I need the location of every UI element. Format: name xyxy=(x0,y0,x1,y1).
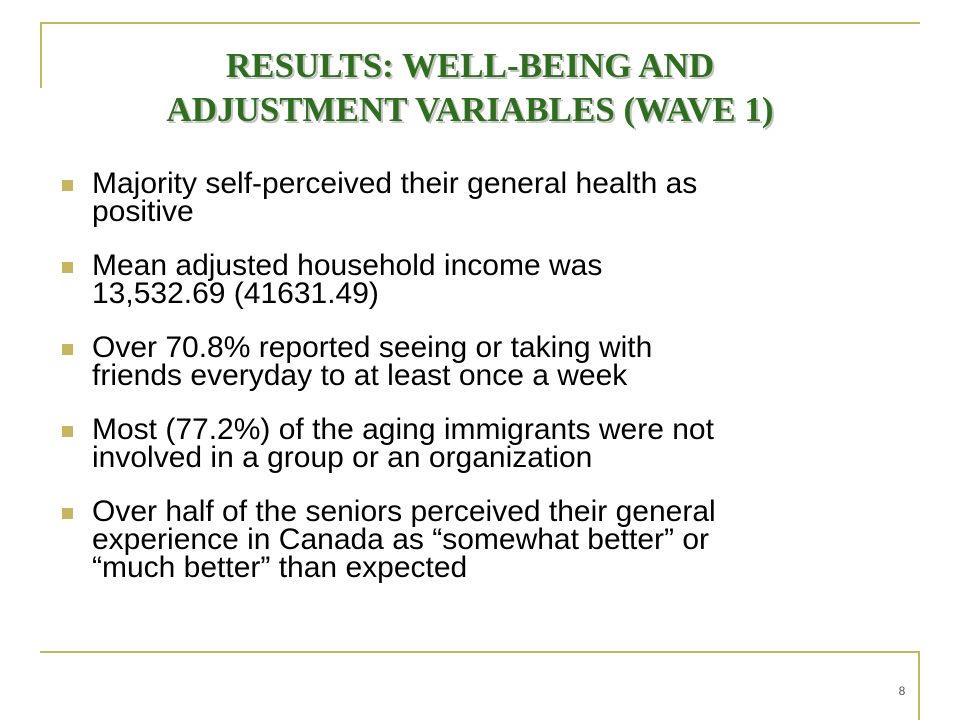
bullet-item-friends xyxy=(62,331,912,392)
square-bullet-icon xyxy=(62,262,73,273)
top-border-rule xyxy=(40,22,920,24)
square-bullet-icon xyxy=(62,508,73,519)
bullet-text-line: positive xyxy=(92,195,194,228)
left-border-rule xyxy=(40,22,42,88)
bullet-item-income xyxy=(62,249,912,310)
bullet-text-line: 13,532.69 (41631.49) xyxy=(92,277,379,310)
bullet-text-line: involved in a group or an organization xyxy=(92,441,593,474)
right-border-rule xyxy=(918,651,920,720)
square-bullet-icon xyxy=(62,344,73,355)
bullet-item-health xyxy=(62,167,912,228)
bullet-text-line: “much better” than expected xyxy=(92,551,468,584)
bullet-text-line: Majority self-perceived their general health as xyxy=(92,167,698,200)
bullet-text-line: Over half of the seniors perceived their general xyxy=(92,495,716,528)
bullet-item-groups xyxy=(62,413,912,474)
slide-title xyxy=(60,44,880,132)
bullet-text-line: experience in Canada as “somewhat better” or xyxy=(92,523,709,556)
square-bullet-icon xyxy=(62,426,73,437)
bullet-text-line: Most (77.2%) of the aging immigrants were not xyxy=(92,413,714,446)
bullet-text-line: friends everyday to at least once a week xyxy=(92,359,628,392)
bullet-list xyxy=(62,167,912,608)
bullet-text-line: Mean adjusted household income was xyxy=(92,249,603,282)
page-number: 8 xyxy=(898,684,906,698)
slide-title-line-1: RESULTS: WELL-BEING AND xyxy=(225,46,715,85)
bottom-border-rule xyxy=(40,651,920,653)
bullet-item-experience xyxy=(62,495,912,584)
slide-title-line-2: ADJUSTMENT VARIABLES (WAVE 1) xyxy=(166,90,774,129)
square-bullet-icon xyxy=(62,180,73,191)
bullet-text-line: Over 70.8% reported seeing or taking with xyxy=(92,331,653,364)
